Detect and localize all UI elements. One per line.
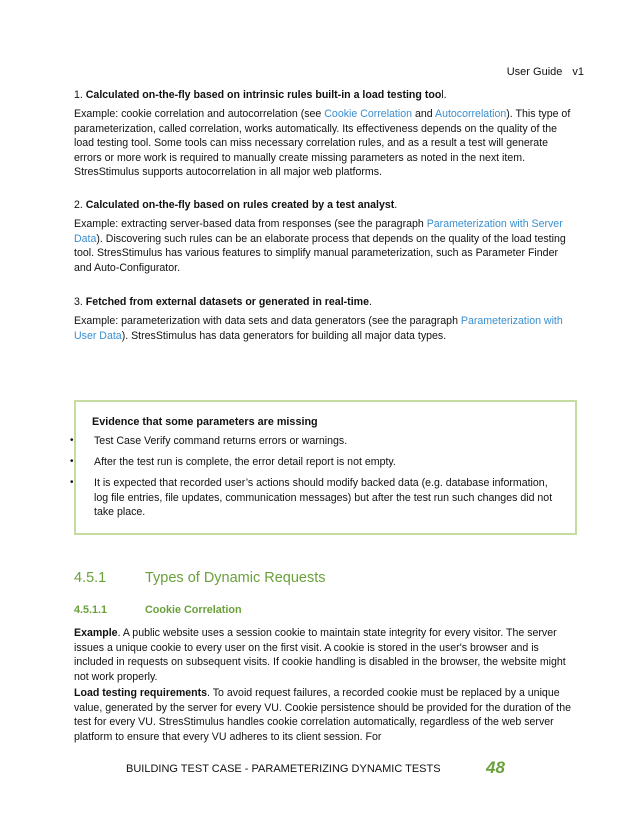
item2-example-text-a: Example: extracting server-based data from responses (see the paragraph	[74, 218, 427, 230]
bullet-icon: •	[70, 435, 74, 446]
item2-heading-text: Calculated on-the-fly based on rules created by a test analyst	[85, 199, 395, 211]
item3-heading-tail: .	[368, 296, 372, 308]
item1-example-text-c: ). This type of parameterization, called correlation, works automatically. Its effectiveness depends on the quality of the load testing tool. Some tools can miss necessary correlation rules, and as a result a test will generate errors or more work is required to manually create missing parameters as noted in the next item. StresStimulus supports autocorrelation in all major web platforms.	[74, 108, 571, 178]
section-heading	[74, 570, 326, 586]
parameterization-server-data-link[interactable]: Parameterization with Server Data	[74, 218, 563, 245]
evidence-bullet-text: It is expected that recorded user’s actions should modify backed data (e.g. database information, log file entries, file updates, communication messages) but after the test run such changes did not take place.	[94, 477, 553, 518]
page-footer: BUILDING TEST CASE - PARAMETERIZING DYNAMIC TESTS	[126, 763, 441, 775]
subsection-number: 4.5.1.1	[74, 604, 108, 616]
header-title: User Guide	[506, 66, 563, 78]
load-testing-text: . To avoid request failures, a recorded cookie must be replaced by a unique value, generated by the server for every VU. Cookie persistence should be provided for the duration of the test for every VU. StresStimulus handles cookie correlation automatically, regardless of the web server platform to ensure that every VU adheres to its client session. For	[74, 687, 572, 743]
item2-example	[74, 217, 576, 275]
bullet-icon: •	[70, 456, 74, 467]
item1-heading-text: Calculated on-the-fly based on intrinsic rules built-in a load testing too	[85, 89, 442, 101]
evidence-title: Evidence that some parameters are missing	[92, 416, 318, 428]
page-number: 48	[486, 758, 505, 777]
item2-example-text-b: ). Discovering such rules can be an elaborate process that depends on the quality of the load testing tool. StresStimulus has various features to simplify manual parameterization, such as Parameter Finder and Auto-Configurator.	[74, 232, 566, 274]
evidence-bullet-text: Test Case Verify command returns errors or warnings.	[94, 435, 348, 447]
header-version: v1	[572, 66, 584, 78]
parameterization-user-data-link[interactable]: Parameterization with User Data	[74, 315, 563, 342]
item1-example-text-b: and	[412, 108, 436, 120]
item1-number: 1.	[74, 89, 86, 101]
example-lead: Example	[74, 627, 118, 639]
load-testing-lead: Load testing requirements	[74, 687, 208, 699]
bullet-icon: •	[70, 477, 74, 488]
item2-heading	[74, 198, 576, 213]
item3-number: 3.	[74, 296, 86, 308]
example-paragraph	[74, 626, 576, 684]
subsection-title: Cookie Correlation	[145, 604, 242, 616]
item3-heading-text: Fetched from external datasets or generated in real-time	[85, 296, 369, 308]
page-header	[507, 66, 584, 78]
item1-example-text-a: Example: cookie correlation and autocorrelation (see	[74, 108, 325, 120]
cookie-correlation-link[interactable]: Cookie Correlation	[324, 108, 413, 120]
item1-heading	[74, 88, 576, 103]
item1-example	[74, 107, 576, 180]
example-text: . A public website uses a session cookie to maintain state integrity for every visitor. The server issues a unique cookie to every user on the first visit. A cookie is stored in the user's browser and is included in requests on subsequent visits. If cookie handling is disabled in the browser, the website might not work properly.	[74, 627, 566, 683]
item3-heading	[74, 295, 576, 310]
section-title: Types of Dynamic Requests	[145, 570, 326, 586]
item3-example-text-b: ). StresStimulus has data generators for building all major data types.	[121, 329, 447, 342]
item2-number: 2.	[74, 199, 86, 211]
item3-example-text-a: Example: parameterization with data sets and data generators (see the paragraph	[74, 315, 461, 327]
item1-heading-tail: l.	[441, 89, 447, 101]
item2-heading-tail: .	[394, 199, 398, 211]
load-testing-paragraph	[74, 686, 576, 744]
evidence-bullet-text: After the test run is complete, the error detail report is not empty.	[94, 456, 396, 468]
item3-example	[74, 314, 576, 343]
section-number: 4.5.1	[74, 570, 107, 586]
subsection-heading	[74, 604, 242, 616]
autocorrelation-link[interactable]: Autocorrelation	[435, 108, 507, 120]
